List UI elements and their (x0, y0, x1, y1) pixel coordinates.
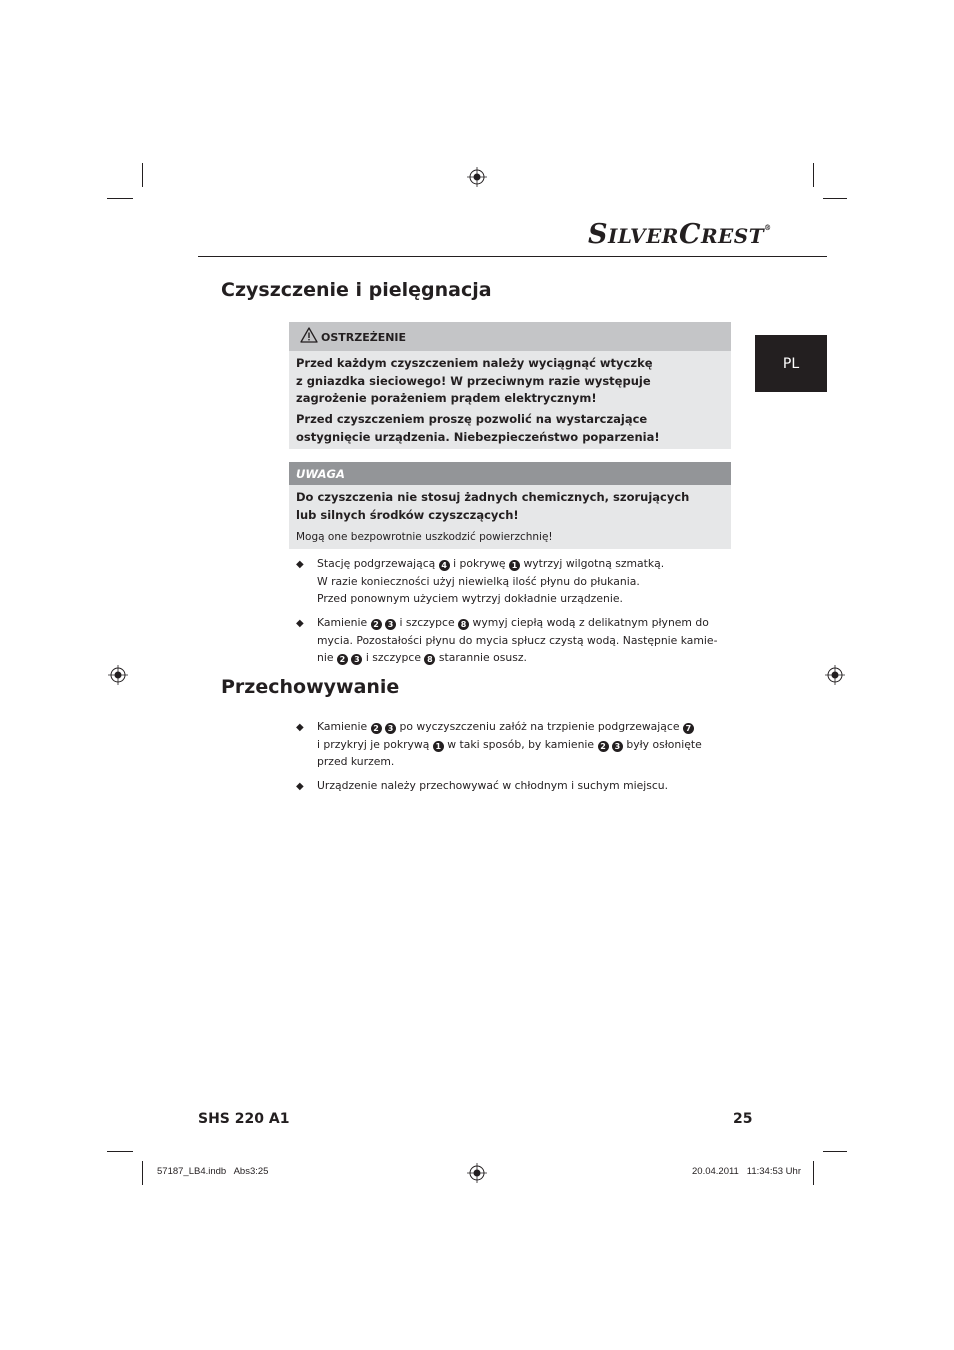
registration-mark-icon (825, 665, 845, 685)
part-number-badge: 7 (683, 723, 694, 734)
part-number-badge: 4 (439, 560, 450, 571)
part-number-badge: 3 (385, 619, 396, 630)
bullet-icon: ◆ (296, 559, 304, 570)
warning-line: Przed czyszczeniem proszę pozwolić na wystarczające (296, 412, 648, 426)
list-item-line: przed kurzem. (317, 755, 395, 769)
note-text: Mogą one bezpowrotnie uszkodzić powierzchnię! (296, 531, 553, 543)
part-number-badge: 2 (598, 741, 609, 752)
list-item (317, 777, 732, 795)
crop-mark (813, 163, 814, 187)
list-item-line: Urządzenie należy przechowywać w chłodnym i suchym miejscu. (317, 779, 669, 792)
bullet-icon: ◆ (296, 781, 304, 792)
warning-label: OSTRZEŻENIE (321, 331, 407, 344)
registration-mark-icon (467, 167, 487, 187)
note-box (289, 462, 731, 549)
list-item-line: mycia. Pozostałości płynu do mycia spłucz czystą wodą. Następnie kamie- (317, 633, 718, 647)
list-item-line: i przykryj je pokrywą 1 w taki sposób, by kamienie 2 3 były osłonięte (317, 737, 702, 751)
part-number-badge: 2 (337, 654, 348, 665)
warning-line: ostygnięcie urządzenia. Niebezpieczeństwo poparzenia! (296, 429, 660, 444)
crop-mark (107, 198, 133, 199)
list-item-line: Kamienie 2 3 po wyczyszczeniu załóż na trzpienie podgrzewające 7 (317, 718, 732, 736)
list-item (317, 718, 732, 771)
language-label: PL (782, 355, 800, 372)
note-line: Do czyszczenia nie stosuj żadnych chemicznych, szorujących (296, 490, 690, 504)
warning-text (296, 411, 726, 446)
part-number-badge: 8 (458, 619, 469, 630)
warning-box (289, 322, 731, 449)
crop-mark (823, 198, 847, 199)
part-number-badge: 3 (385, 723, 396, 734)
note-bold-text (296, 489, 726, 524)
part-number-badge: 2 (371, 619, 382, 630)
section-title-cleaning: Czyszczenie i pielęgnacja (221, 279, 492, 301)
note-label: UWAGA (296, 467, 345, 481)
list-item (317, 614, 732, 667)
part-number-badge: 8 (424, 654, 435, 665)
header-rule (198, 256, 827, 257)
list-item-line: W razie konieczności użyj niewielką ilość płynu do płukania. (317, 574, 640, 588)
list-item-line: Stację podgrzewającą 4 i pokrywę 1 wytrzyj wilgotną szmatką. (317, 557, 665, 570)
crop-mark (142, 1161, 143, 1185)
crop-mark (813, 1161, 814, 1185)
brand-logo: SILVERCREST® (588, 219, 772, 250)
section-title-storage: Przechowywanie (221, 676, 400, 698)
list-item-line: Przed ponownym użyciem wytrzyj dokładnie urządzenie. (317, 592, 623, 606)
note-line: lub silnych środków czyszczących! (296, 507, 519, 522)
bullet-icon: ◆ (296, 722, 304, 733)
print-slug-right: 20.04.2011 11:34:53 Uhr (692, 1166, 801, 1177)
warning-line: z gniazdka sieciowego! W przeciwnym razie występuje (296, 373, 651, 388)
bullet-icon: ◆ (296, 618, 304, 629)
warning-triangle-icon (300, 327, 318, 343)
warning-header (289, 322, 731, 351)
model-number: SHS 220 A1 (198, 1111, 290, 1127)
list-item-line: Kamienie 2 3 i szczypce 8 wymyj ciepłą wodą z delikatnym płynem do (317, 616, 709, 629)
registration-mark-icon (108, 665, 128, 685)
list-item (317, 555, 732, 608)
warning-text (296, 355, 726, 408)
registration-mark-icon (467, 1163, 487, 1183)
part-number-badge: 2 (371, 723, 382, 734)
note-header (289, 462, 731, 485)
crop-mark (107, 1151, 133, 1152)
crop-mark (823, 1151, 847, 1152)
part-number-badge: 1 (509, 560, 520, 571)
part-number-badge: 1 (433, 741, 444, 752)
warning-line: Przed każdym czyszczeniem należy wyciągnąć wtyczkę (296, 356, 653, 370)
page-number: 25 (733, 1111, 753, 1127)
part-number-badge: 3 (351, 654, 362, 665)
crop-mark (142, 163, 143, 187)
list-item-line: nie 2 3 i szczypce 8 starannie osusz. (317, 651, 527, 665)
warning-line: zagrożenie porażeniem prądem elektrycznym! (296, 391, 597, 405)
print-slug-left: 57187_LB4.indb Abs3:25 (157, 1166, 269, 1177)
part-number-badge: 3 (612, 741, 623, 752)
language-tab (755, 335, 827, 392)
